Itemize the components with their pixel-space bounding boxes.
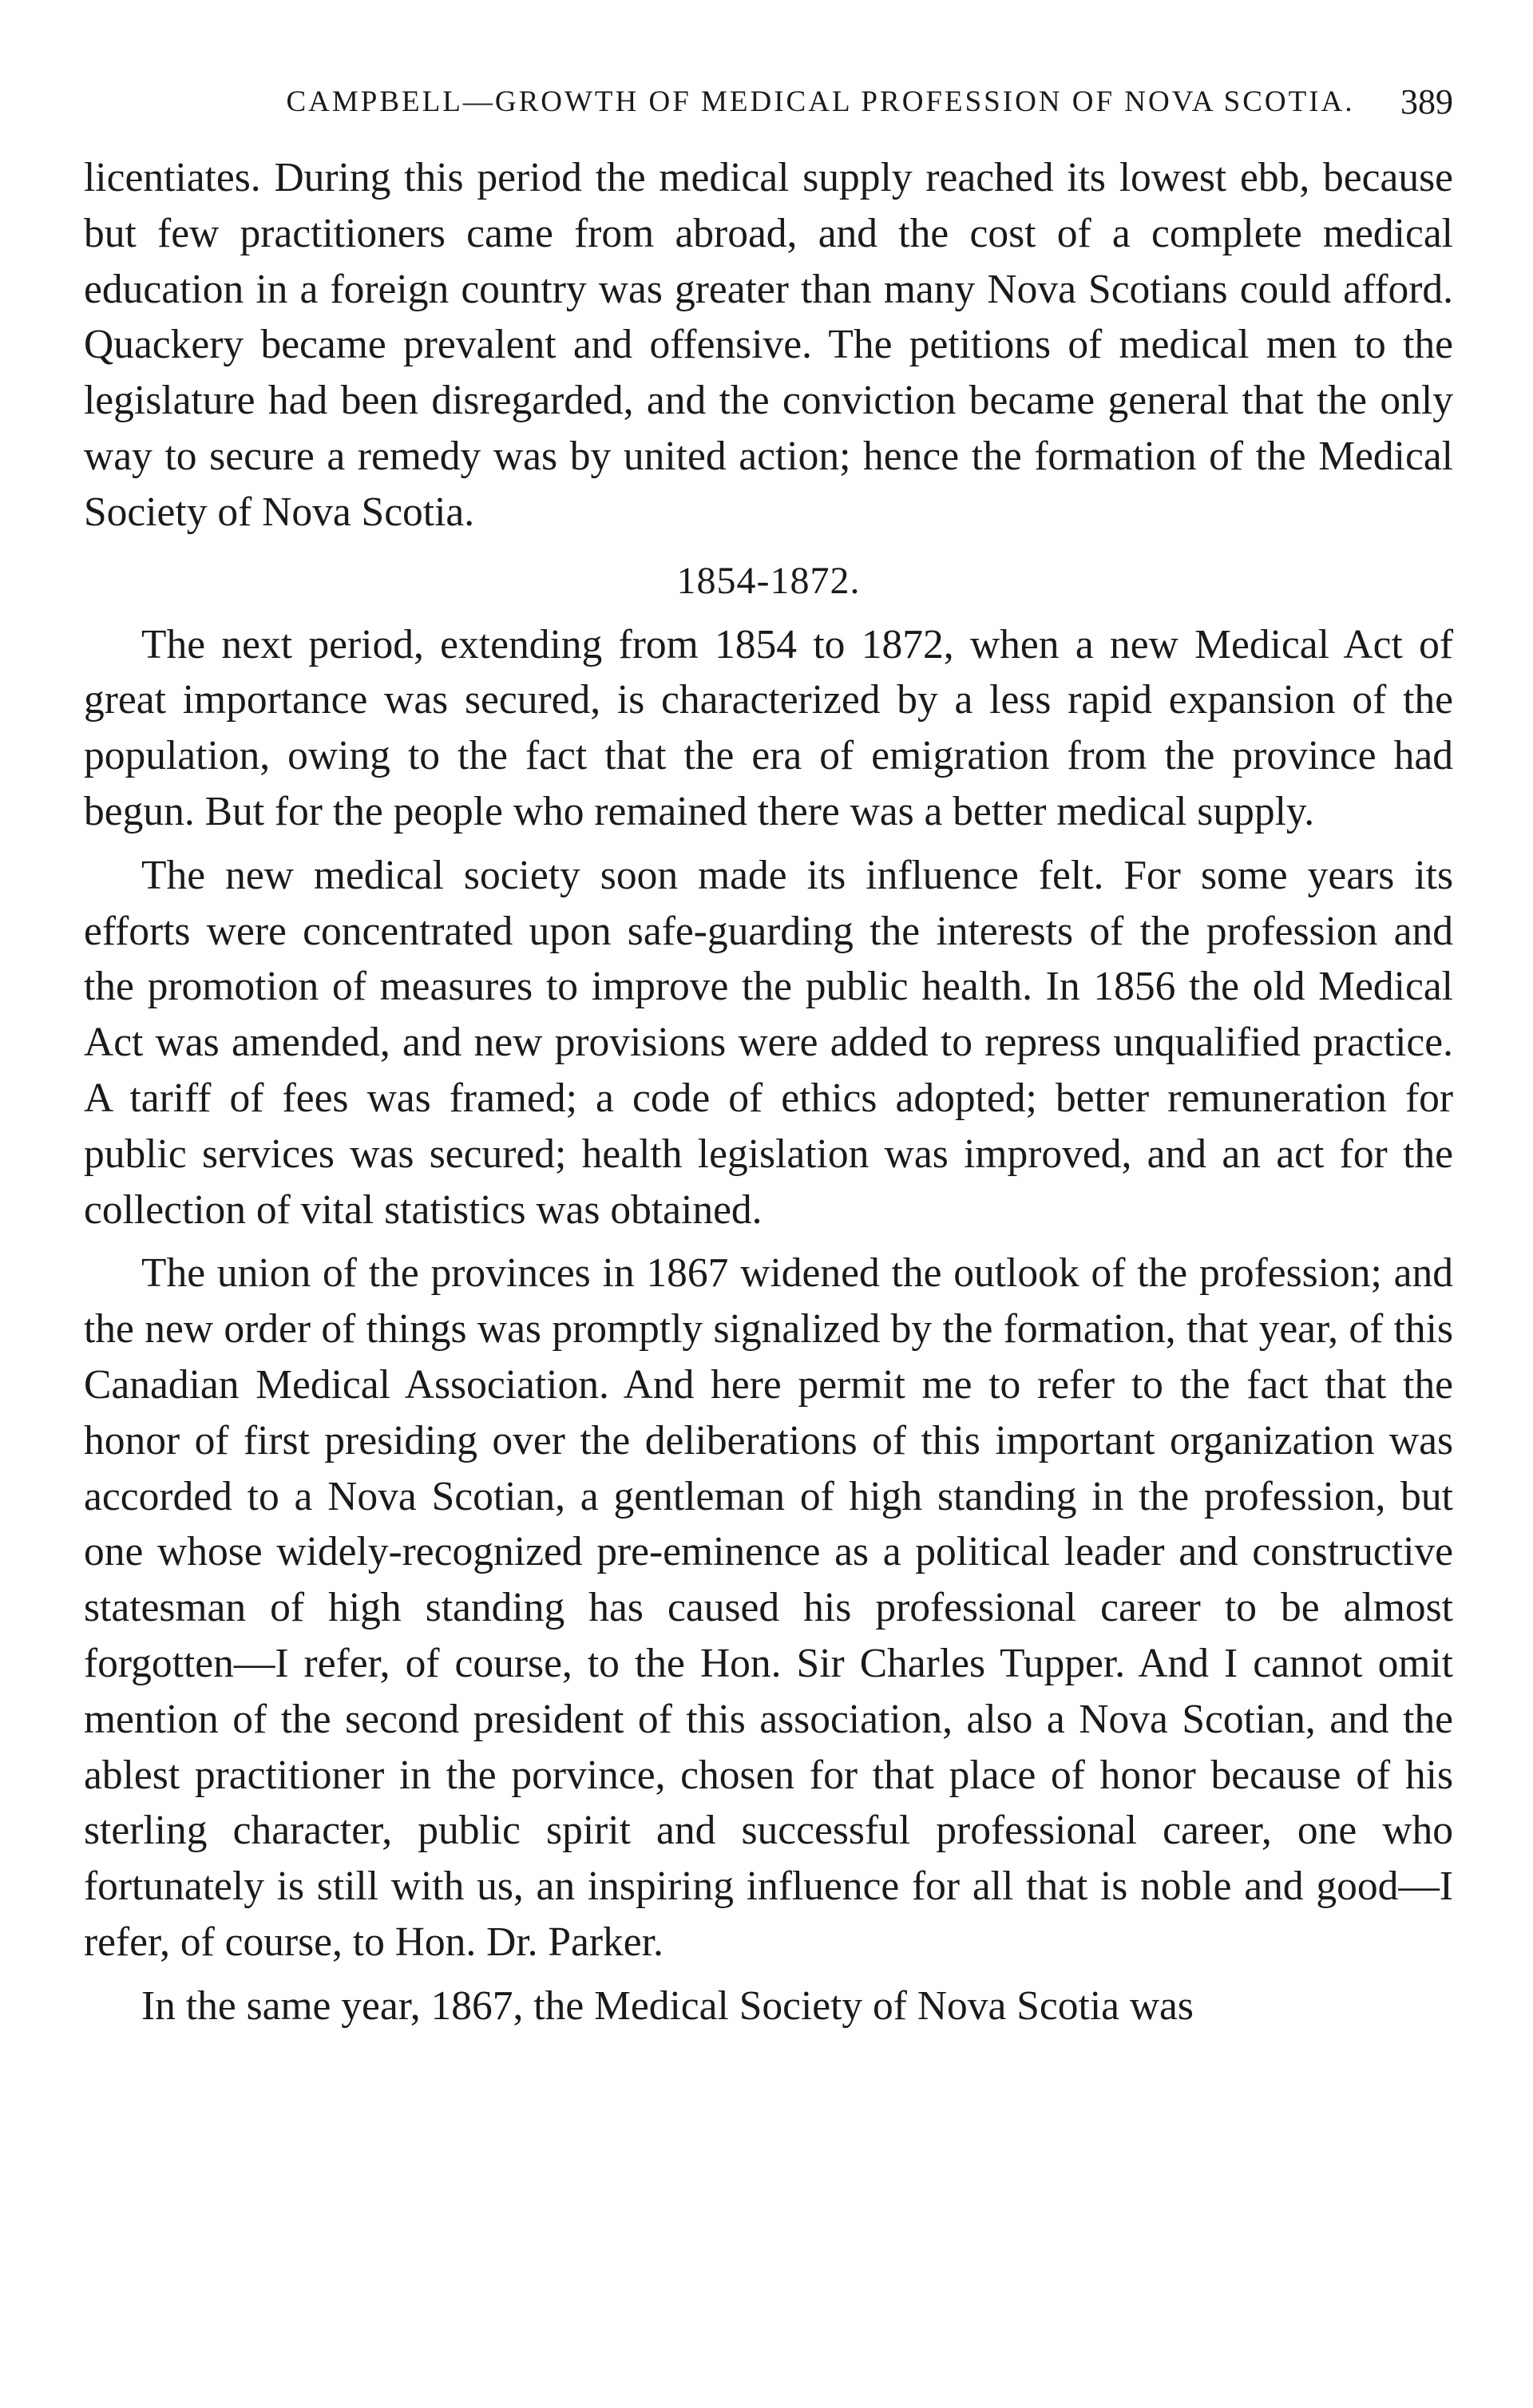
book-page (84, 70, 1453, 2034)
paragraph-union-of-provinces: The union of the provinces in 1867 widened the outlook of the profession; and the new order of things was promptly signalized by the formation, that year, of this Canadian Medical Association. And here permit me to refer to the fact that the honor of first presiding over the deliberations of this important organization was accorded to a Nova Scotian, a gentleman of high standing in the profession, but one whose widely-recognized pre-eminence as a political leader and constructive statesman of high standing has caused his professional career to be almost forgotten—I refer, of course, to the Hon. Sir Charles Tupper. And I cannot omit mention of the second president of this association, also a Nova Scotian, and the ablest practitioner in the porvince, chosen for that place of honor because of his sterling character, public spirit and successful professional career, one who fortunately is still with us, an inspiring influence for all that is noble and good—I refer, of course, to Hon. Dr. Parker. (84, 1250, 1453, 1965)
paragraph-same-year: In the same year, 1867, the Medical Society of Nova Scotia was (141, 1982, 1194, 2029)
running-head (188, 70, 1453, 134)
section-heading: 1854-1872. (676, 559, 861, 602)
paragraph-medical-society: The new medical society soon made its influence felt. For some years its efforts were concentrated upon safe-guarding the interests of the profession and the promotion of measures to improve the public health. In 1856 the old Medical Act was amended, and new provisions were added to repress unqualified practice. A tariff of fees was framed; a code of ethics adopted; better remuneration for public services was secured; health legislation was improved, and an act for the collection of vital statistics was obtained. (84, 852, 1453, 1233)
paragraph-continued: licentiates. During this period the medical supply reached its lowest ebb, because but few practitioners came from abroad, and the cost of a complete medical education in a foreign country was greater than many Nova Scotians could afford. Quackery became prevalent and offensive. The petitions of medical men to the legislature had been disregarded, and the conviction became general that the only way to secure a remedy was by united action; hence the formation of the Medical Society of Nova Scotia. (84, 155, 1453, 535)
paragraph-next-period: The next period, extending from 1854 to 1872, when a new Medical Act of great importance was secured, is characterized by a less rapid expansion of the population, owing to the fact that the era of emigration from the province had begun. But for the people who remained there was a better medical supply. (84, 621, 1453, 834)
running-title: CAMPBELL—GROWTH OF MEDICAL PROFESSION OF NOVA SCOTIA. (286, 85, 1355, 118)
page-number: 389 (1400, 82, 1453, 121)
body-text (84, 150, 1453, 2034)
